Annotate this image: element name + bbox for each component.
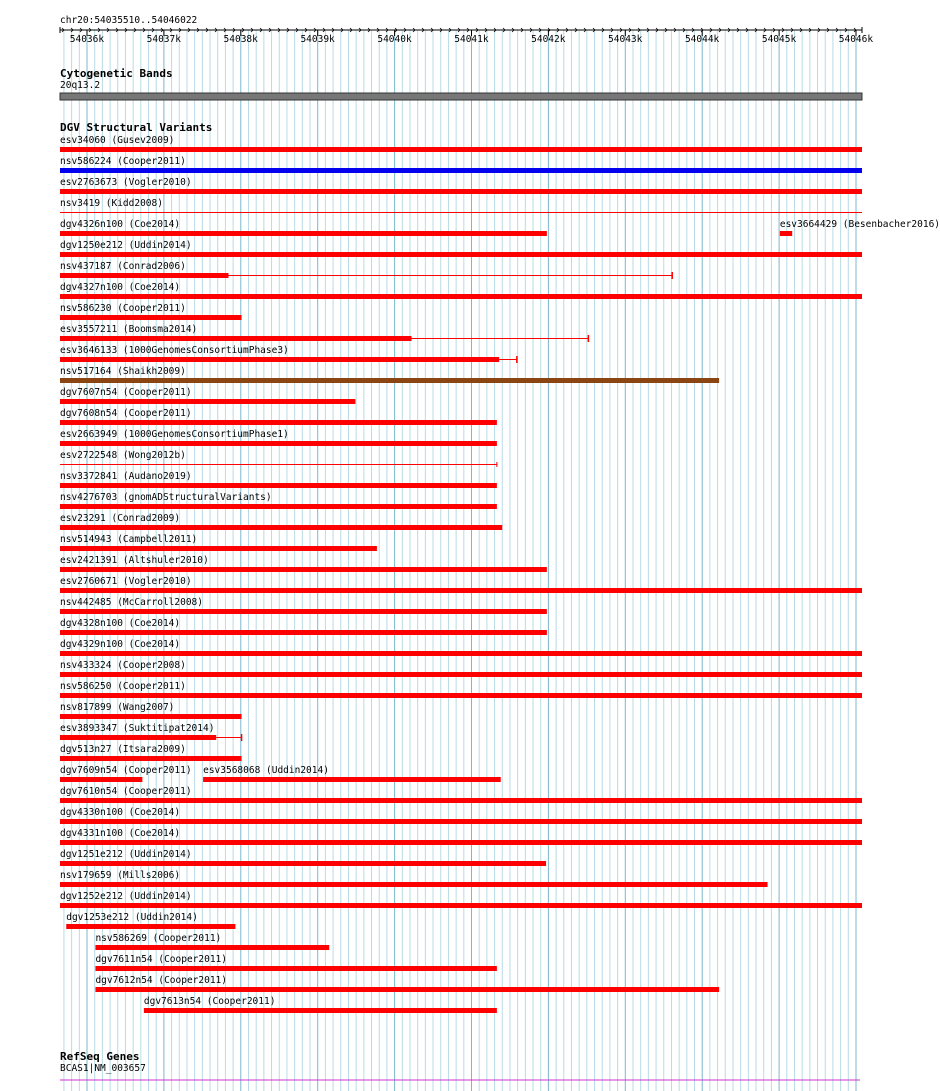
refseq-track-title: RefSeq Genes [60,1050,140,1063]
dgv-feature-label[interactable]: nsv586250 (Cooper2011) [60,681,186,692]
ruler-tick-label: 54041k [454,34,489,45]
cytoband-track-title: Cytogenetic Bands [60,67,173,80]
dgv-feature-label[interactable]: dgv7607n54 (Cooper2011) [60,387,192,398]
dgv-feature-label[interactable]: esv3893347 (Suktitipat2014) [60,723,215,734]
ruler-tick-label: 54043k [608,34,643,45]
ruler-tick-label: 54045k [761,34,797,45]
dgv-feature-label[interactable]: esv2722548 (Wong2012b) [60,450,186,461]
dgv-feature-label[interactable]: esv2760671 (Vogler2010) [60,576,192,587]
dgv-feature-label[interactable]: dgv7610n54 (Cooper2011) [60,786,192,797]
dgv-feature-label[interactable]: nsv3372841 (Audano2019) [60,471,192,482]
dgv-feature-label[interactable]: esv23291 (Conrad2009) [60,513,181,524]
dgv-feature-label[interactable]: dgv7613n54 (Cooper2011) [143,996,276,1007]
dgv-feature-label[interactable]: nsv3419 (Kidd2008) [60,198,163,209]
dgv-feature-label[interactable]: nsv433324 (Cooper2008) [60,660,186,671]
ruler-tick-label: 54046k [838,34,874,45]
dgv-feature-label[interactable]: nsv517164 (Shaikh2009) [60,366,186,377]
dgv-feature-label[interactable]: esv3664429 (Besenbacher2016) [779,219,940,230]
dgv-feature-label[interactable]: dgv7612n54 (Cooper2011) [95,975,228,986]
dgv-feature-label[interactable]: dgv513n27 (Itsara2009) [60,744,186,755]
dgv-feature-label[interactable]: nsv4276703 (gnomADStructuralVariants) [60,492,272,503]
ruler-tick-label: 54036k [69,34,105,45]
ruler-location: chr20:54035510..54046022 [60,15,198,26]
dgv-feature-label[interactable]: esv3557211 (Boomsma2014) [60,324,198,335]
dgv-feature-label[interactable]: esv3568068 (Uddin2014) [203,765,329,776]
dgv-feature-label[interactable]: dgv4329n100 (Coe2014) [60,639,181,650]
dgv-feature-label[interactable]: nsv179659 (Mills2006) [60,870,181,881]
dgv-feature-label[interactable]: nsv514943 (Campbell2011) [60,534,198,545]
dgv-feature-label[interactable]: dgv1250e212 (Uddin2014) [60,240,192,251]
dgv-feature-label[interactable]: dgv7611n54 (Cooper2011) [95,954,228,965]
dgv-feature-label[interactable]: esv2663949 (1000GenomesConsortiumPhase1) [60,429,289,440]
dgv-feature-label[interactable]: dgv1253e212 (Uddin2014) [66,912,198,923]
dgv-feature-label[interactable]: esv34060 (Gusev2009) [60,135,175,146]
ruler-tick-label: 54042k [531,34,566,45]
ruler-tick-label: 54038k [223,34,258,45]
dgv-feature-label[interactable]: esv3646133 (1000GenomesConsortiumPhase3) [60,345,289,356]
dgv-feature-label[interactable]: dgv4326n100 (Coe2014) [60,219,181,230]
dgv-feature-label[interactable]: nsv586230 (Cooper2011) [60,303,186,314]
ruler-tick-label: 54039k [300,34,335,45]
dgv-feature-label[interactable]: esv2421391 (Altshuler2010) [60,555,209,566]
dgv-feature-label[interactable]: dgv7609n54 (Cooper2011) [60,765,192,776]
ruler-tick-label: 54040k [377,34,412,45]
dgv-feature-label[interactable]: nsv437187 (Conrad2006) [60,261,186,272]
dgv-feature-label[interactable]: nsv586224 (Cooper2011) [60,156,186,167]
dgv-track-title: DGV Structural Variants [60,121,213,134]
dgv-feature-label[interactable]: dgv4327n100 (Coe2014) [60,282,181,293]
dgv-feature-label[interactable]: nsv817899 (Wang2007) [60,702,175,713]
dgv-feature-label[interactable]: nsv442485 (McCarroll2008) [60,597,203,608]
dgv-feature-label[interactable]: nsv586269 (Cooper2011) [95,933,222,944]
dgv-feature-label[interactable]: dgv7608n54 (Cooper2011) [60,408,192,419]
dgv-feature-label[interactable]: esv2763673 (Vogler2010) [60,177,192,188]
dgv-feature-label[interactable]: dgv1252e212 (Uddin2014) [60,891,192,902]
dgv-feature-label[interactable]: dgv4331n100 (Coe2014) [60,828,181,839]
refseq-gene-label[interactable]: BCAS1|NM_003657 [60,1063,146,1074]
ruler-tick-label: 54037k [146,34,181,45]
ruler-tick-label: 54044k [684,34,720,45]
cytoband-label: 20q13.2 [60,80,101,91]
dgv-feature-label[interactable]: dgv4330n100 (Coe2014) [60,807,181,818]
dgv-feature-label[interactable]: dgv4328n100 (Coe2014) [60,618,181,629]
dgv-feature-label[interactable]: dgv1251e212 (Uddin2014) [60,849,192,860]
